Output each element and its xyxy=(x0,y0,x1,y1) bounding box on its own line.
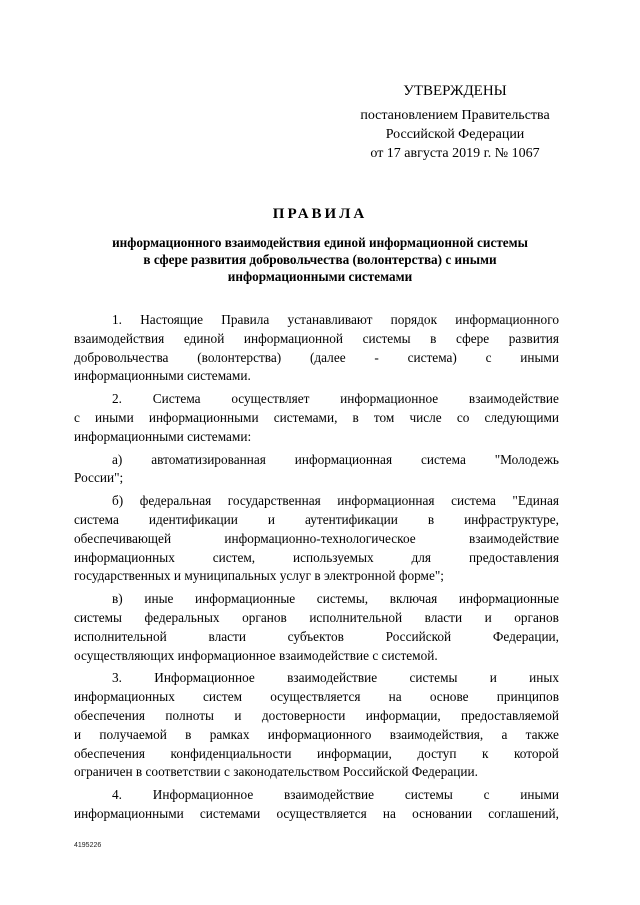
approval-block xyxy=(340,82,570,163)
text-line xyxy=(74,409,559,428)
word: в xyxy=(352,409,359,425)
word: информационных xyxy=(74,689,175,705)
word: в xyxy=(430,330,437,346)
word: 1. xyxy=(112,312,122,327)
word: Информационное xyxy=(154,670,255,686)
word: для xyxy=(411,549,432,565)
word: органов xyxy=(242,609,287,625)
paragraph xyxy=(74,311,559,386)
word: информационной xyxy=(243,330,343,346)
subtitle-line: информационного взаимодействия единой информационной системы xyxy=(112,235,528,250)
word: достоверности xyxy=(261,707,346,723)
word: система xyxy=(451,493,496,509)
text-line: информационными системами. xyxy=(74,368,251,384)
word: включая xyxy=(389,591,438,607)
approval-line: постановлением Правительства xyxy=(360,108,550,123)
word: получаемой xyxy=(99,726,167,742)
paragraph xyxy=(74,669,559,782)
word: следующими xyxy=(484,409,559,425)
word: обеспечения xyxy=(74,745,145,761)
word: иными xyxy=(520,787,559,803)
word: информационного xyxy=(455,312,559,327)
word: б) xyxy=(112,493,124,509)
word: системы, xyxy=(316,591,369,607)
paragraph xyxy=(74,451,559,489)
word: взаимодействие xyxy=(468,391,559,407)
text-line xyxy=(74,511,559,530)
word: со xyxy=(456,409,470,425)
word: основании xyxy=(412,805,473,821)
word: в) xyxy=(112,591,123,607)
word: - xyxy=(374,349,379,365)
word: и xyxy=(74,726,82,742)
text-line: ограничен в соответствии с законодательством Российской Федерации. xyxy=(74,764,478,780)
word: "Молодежь xyxy=(494,451,559,467)
word: системы xyxy=(404,787,453,803)
word: а xyxy=(501,726,508,742)
paragraph xyxy=(74,590,559,665)
word: иные xyxy=(144,591,174,607)
word: взаимодействие xyxy=(468,530,559,546)
word: "Единая xyxy=(512,493,559,509)
word: система) xyxy=(407,349,457,365)
text-line xyxy=(74,390,559,409)
word: системами xyxy=(199,805,261,821)
word: рамках xyxy=(209,726,250,742)
word: осуществляется xyxy=(276,805,367,821)
word: исполнительной xyxy=(309,609,403,625)
word: Настоящие xyxy=(140,312,204,327)
word: информационных xyxy=(74,549,175,565)
word: система xyxy=(420,451,466,467)
word: информационная xyxy=(294,451,393,467)
word: 2. xyxy=(112,391,122,407)
word: с xyxy=(485,349,492,365)
word: обеспечения xyxy=(74,707,145,723)
document-title: ПРАВИЛА xyxy=(272,206,368,222)
word: а) xyxy=(112,451,123,467)
word: иными xyxy=(520,349,559,365)
word: информации, xyxy=(365,707,441,723)
word: развития xyxy=(508,330,559,346)
word: взаимодействие xyxy=(287,670,378,686)
word: информационная xyxy=(337,493,435,509)
paragraph xyxy=(74,492,559,586)
word: единой xyxy=(183,330,225,346)
word: соглашений, xyxy=(488,805,559,821)
text-line xyxy=(74,726,559,745)
word: Система xyxy=(152,391,201,407)
word: и xyxy=(484,609,492,625)
text-line xyxy=(74,688,559,707)
word: информационного xyxy=(267,726,372,742)
word: власти xyxy=(424,609,463,625)
document-subtitle xyxy=(72,234,568,285)
word: том xyxy=(373,409,395,425)
text-line xyxy=(74,311,559,330)
word: числе xyxy=(409,409,442,425)
word: информационные xyxy=(195,591,296,607)
word: информационными xyxy=(148,409,259,425)
word: которой xyxy=(513,745,559,761)
word: добровольчества xyxy=(74,349,169,365)
word: в xyxy=(427,511,435,527)
word: (далее xyxy=(309,349,346,365)
word: Российской xyxy=(385,628,452,644)
text-line xyxy=(74,805,559,824)
word: федеральная xyxy=(139,493,212,509)
approval-line: Российской Федерации xyxy=(385,127,525,142)
text-line xyxy=(74,786,559,805)
approval-heading: УТВЕРЖДЕНЫ xyxy=(403,83,507,99)
text-line xyxy=(74,707,559,726)
word: также xyxy=(525,726,559,742)
word: полноты xyxy=(165,707,214,723)
text-line xyxy=(74,590,559,609)
word: к xyxy=(481,745,489,761)
subtitle-line: в сфере развития добровольчества (волонтерства) с иными xyxy=(143,252,497,267)
word: государственная xyxy=(227,493,321,509)
word: с xyxy=(74,409,80,425)
word: и xyxy=(267,511,276,527)
word: взаимодействия xyxy=(74,330,165,346)
paragraph xyxy=(74,390,559,446)
word: обеспечивающей xyxy=(74,530,172,546)
word: информации, xyxy=(317,745,392,761)
word: информационное xyxy=(340,391,439,407)
word: Информационное xyxy=(152,787,254,803)
word: Правила xyxy=(221,312,270,327)
word: инфраструктуре, xyxy=(464,511,559,527)
word: устанавливают xyxy=(287,312,373,327)
word: федеральных xyxy=(144,609,220,625)
word: осуществляется xyxy=(270,689,361,705)
text-line xyxy=(74,745,559,764)
text-line xyxy=(74,549,559,568)
text-line xyxy=(74,530,559,549)
word: автоматизированная xyxy=(151,451,266,467)
word: (волонтерства) xyxy=(197,349,282,365)
word: система xyxy=(74,511,119,527)
paragraph xyxy=(74,786,559,824)
word: информационные xyxy=(458,591,559,607)
word: основе xyxy=(429,689,469,705)
word: 3. xyxy=(112,670,122,686)
approval-line: от 17 августа 2019 г. № 1067 xyxy=(370,146,540,161)
text-line xyxy=(74,349,559,368)
text-line: государственных и муниципальных услуг в электронной форме"; xyxy=(74,568,444,584)
word: на xyxy=(388,689,402,705)
word: информационными xyxy=(74,805,184,821)
word: доступ xyxy=(417,745,457,761)
word: систем xyxy=(203,689,243,705)
word: системами, xyxy=(273,409,338,425)
word: и xyxy=(489,670,497,686)
word: субъектов xyxy=(287,628,344,644)
word: Федерации, xyxy=(492,628,559,644)
word: взаимодействие xyxy=(284,787,375,803)
text-line: осуществляющих информационное взаимодействие с системой. xyxy=(74,647,438,663)
text-line: России"; xyxy=(74,470,124,486)
document-code: 4195226 xyxy=(74,842,102,849)
word: исполнительной xyxy=(74,628,167,644)
word: власти xyxy=(208,628,246,644)
word: предоставляемой xyxy=(461,707,559,723)
word: используемых xyxy=(293,549,374,565)
word: идентификации xyxy=(148,511,238,527)
text-line xyxy=(74,609,559,628)
word: осуществляет xyxy=(231,391,310,407)
word: системы xyxy=(409,670,458,686)
word: в xyxy=(185,726,192,742)
text-line xyxy=(74,451,559,470)
word: предоставления xyxy=(468,549,559,565)
document-body xyxy=(74,311,559,824)
text-line xyxy=(74,492,559,511)
word: органов xyxy=(514,609,559,625)
word: порядок xyxy=(390,312,438,327)
word: 4. xyxy=(112,787,122,803)
word: и xyxy=(234,707,242,723)
word: системы xyxy=(362,330,411,346)
word: систем, xyxy=(212,549,256,565)
word: иных xyxy=(529,670,559,686)
text-line xyxy=(74,330,559,349)
word: принципов xyxy=(496,689,559,705)
word: аутентификации xyxy=(305,511,398,527)
subtitle-line: информационными системами xyxy=(227,269,413,284)
word: иными xyxy=(95,409,134,425)
text-line xyxy=(74,628,559,647)
word: системы xyxy=(74,609,122,625)
text-line: информационными системами: xyxy=(74,428,252,444)
word: взаимодействия, xyxy=(389,726,484,742)
text-line xyxy=(74,669,559,688)
word: конфиденциальности xyxy=(170,745,292,761)
word: на xyxy=(382,805,396,821)
word: сфере xyxy=(456,330,490,346)
word: информационно-технологическое xyxy=(224,530,416,546)
word: с xyxy=(483,787,490,803)
